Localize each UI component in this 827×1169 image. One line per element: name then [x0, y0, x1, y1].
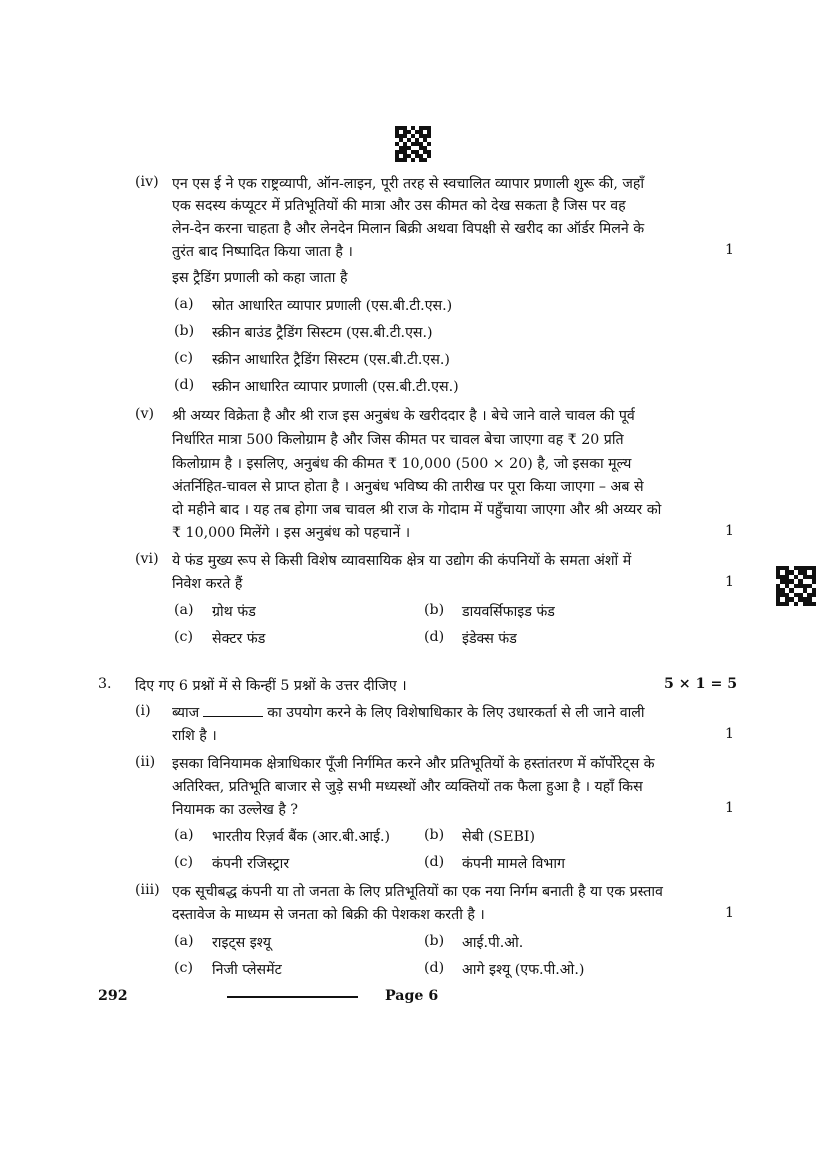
- option-label: (c): [174, 960, 194, 976]
- option-text: आई.पी.ओ.: [462, 935, 524, 951]
- qr-code-top: [395, 126, 431, 162]
- question-text-line: एक सदस्य कंप्यूटर में प्रतिभूतियों की मात्रा और उस कीमत को देख सकता है जिस पर वह: [172, 198, 626, 214]
- question-number: (i): [135, 703, 151, 719]
- question-marks: 1: [724, 242, 734, 258]
- question-text-line: लेन-देन करना चाहता है और लेनदेन मिलान बिक्री अथवा विपक्षी से खरीद का ऑर्डर मिलने के: [172, 221, 645, 237]
- question-number: (iv): [135, 174, 159, 190]
- option-label: (d): [424, 854, 445, 870]
- fill-blank-after: का उपयोग करने के लिए विशेषाधिकार के लिए उधारकर्ता से ली जाने वाली: [267, 705, 645, 721]
- option-label: (b): [174, 323, 195, 339]
- question-marks: 1: [724, 800, 734, 816]
- footer-rule: [227, 996, 358, 998]
- qr-code-side: [776, 566, 816, 606]
- section-number: 3.: [98, 676, 112, 692]
- option-text: ग्रोथ फंड: [212, 604, 256, 620]
- question-text-line: ₹ 10,000 मिलेंगे । इस अनुबंध को पहचानें ।: [172, 525, 411, 541]
- question-number: (vi): [135, 551, 159, 567]
- question-text-line: तुरंत बाद निष्पादित किया जाता है ।: [172, 244, 353, 260]
- option-label: (a): [174, 296, 194, 312]
- option-text: स्क्रीन बाउंड ट्रैडिंग सिस्टम (एस.बी.टी.एस.): [212, 325, 433, 341]
- question-text-line: एक सूचीबद्ध कंपनी या तो जनता के लिए प्रतिभूतियों का एक नया निर्गम बनाती है या एक प्रस्ताव: [172, 884, 663, 900]
- question-text-line: ये फंड मुख्य रूप से किसी विशेष व्यावसायिक क्षेत्र या उद्योग की कंपनियों के समता अंशों में: [172, 553, 632, 569]
- option-label: (a): [174, 602, 194, 618]
- question-text-line: निवेश करते हैं: [172, 576, 243, 592]
- option-label: (a): [174, 827, 194, 843]
- question-text-line: एन एस ई ने एक राष्ट्रव्यापी, ऑन-लाइन, पूरी तरह से स्वचालित व्यापार प्रणाली शुरू की, जहाँ: [172, 176, 645, 192]
- question-number: (v): [135, 406, 155, 422]
- question-text-line: दो महीने बाद । यह तब होगा जब चावल श्री राज के गोदाम में पहुँचाया जाएगा और श्री अय्यर को: [172, 502, 662, 518]
- page-number: Page 6: [385, 988, 439, 1004]
- question-text-line: दस्तावेज के माध्यम से जनता को बिक्री की पेशकश करती है ।: [172, 907, 485, 923]
- question-text-line: अतिरिक्त, प्रतिभूति बाजार से जुड़े सभी मध्यस्थों और व्यक्तियों तक फैला हुआ है । यहाँ किस: [172, 779, 643, 795]
- option-text: निजी प्लेसमेंट: [212, 962, 282, 978]
- fill-blank-before: ब्याज: [172, 705, 200, 721]
- option-label: (b): [424, 933, 445, 949]
- option-text: स्क्रीन आधारित ट्रैडिंग सिस्टम (एस.बी.टी.एस.): [212, 352, 450, 368]
- option-text: सेक्टर फंड: [212, 631, 266, 647]
- option-text: राइट्स इश्यू: [212, 935, 271, 951]
- option-label: (d): [424, 629, 445, 645]
- option-text: कंपनी रजिस्ट्रार: [212, 856, 290, 872]
- section-instruction: दिए गए 6 प्रश्नों में से किन्हीं 5 प्रश्नों के उत्तर दीजिए ।: [135, 678, 407, 694]
- question-marks: 1: [724, 726, 734, 742]
- question-text-line: अंतर्निहित-चावल से प्राप्त होता है । अनुबंध भविष्य की तारीख पर पूरा किया जाएगा – अब से: [172, 479, 644, 495]
- option-text: स्रोत आधारित व्यापार प्रणाली (एस.बी.टी.एस.): [212, 298, 453, 314]
- section-marks: 5 × 1 = 5: [664, 676, 738, 692]
- option-text: डायवर्सिफाइड फंड: [462, 604, 555, 620]
- option-label: (b): [424, 602, 445, 618]
- question-text-line: नियामक का उल्लेख है ?: [172, 802, 298, 818]
- option-label: (c): [174, 350, 194, 366]
- option-label: (d): [424, 960, 445, 976]
- option-label: (b): [424, 827, 445, 843]
- question-text-line: किलोग्राम है । इसलिए, अनुबंध की कीमत ₹ 10,000 (500 × 20) है, जो इसका मूल्य: [172, 456, 632, 472]
- paper-code: 292: [98, 988, 128, 1004]
- option-label: (c): [174, 629, 194, 645]
- question-text-line: निर्धारित मात्रा 500 किलोग्राम है और जिस कीमत पर चावल बेचा जाएगा वह ₹ 20 प्रति: [172, 432, 624, 448]
- question-prompt: इस ट्रैडिंग प्रणाली को कहा जाता है: [172, 270, 348, 286]
- question-text-line: इसका विनियामक क्षेत्राधिकार पूँजी निर्गमित करने और प्रतिभूतियों के हस्तांतरण में कॉर्पोरेट्स के: [172, 756, 655, 772]
- option-text: सेबी (SEBI): [462, 829, 536, 845]
- option-label: (c): [174, 854, 194, 870]
- question-text-line: राशि है ।: [172, 728, 217, 744]
- option-label: (a): [174, 933, 194, 949]
- question-marks: 1: [724, 574, 734, 590]
- option-label: (d): [174, 377, 195, 393]
- question-marks: 1: [724, 905, 734, 921]
- option-text: आगे इश्यू (एफ.पी.ओ.): [462, 962, 585, 978]
- option-text: कंपनी मामले विभाग: [462, 856, 565, 872]
- question-number: (ii): [135, 754, 156, 770]
- option-text: इंडेक्स फंड: [462, 631, 517, 647]
- question-number: (iii): [135, 882, 160, 898]
- question-text-line: श्री अय्यर विक्रेता है और श्री राज इस अनुबंध के खरीददार है । बेचे जाने वाले चावल की पूर्व: [172, 408, 635, 424]
- option-text: स्क्रीन आधारित व्यापार प्रणाली (एस.बी.टी.एस.): [212, 379, 459, 395]
- blank-line: [203, 706, 263, 717]
- option-text: भारतीय रिज़र्व बैंक (आर.बी.आई.): [212, 829, 391, 845]
- question-marks: 1: [724, 523, 734, 539]
- question-text-line: [172, 703, 645, 722]
